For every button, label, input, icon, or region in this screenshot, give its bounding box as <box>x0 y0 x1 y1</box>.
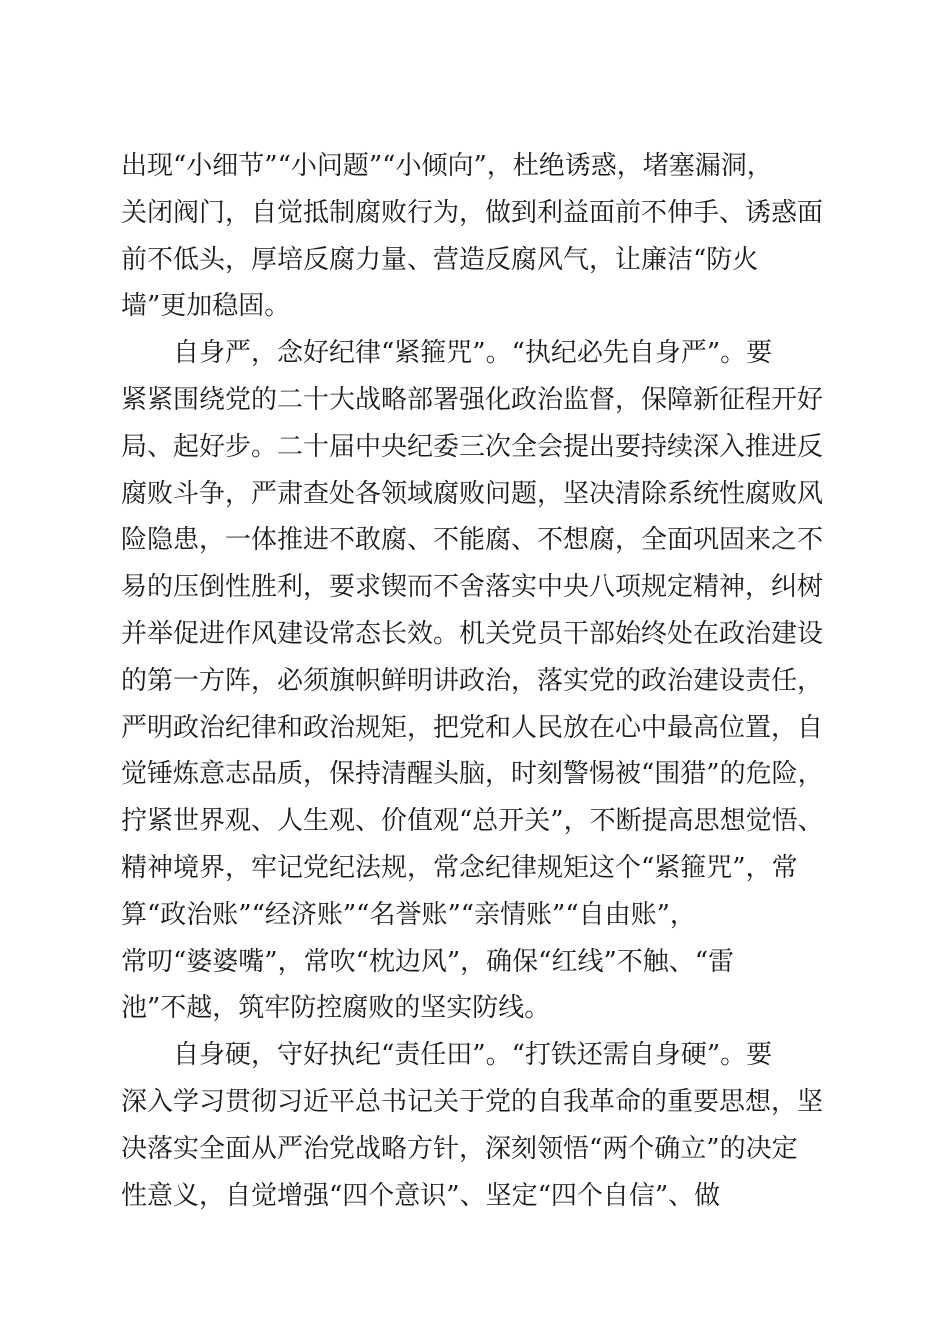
text-line: 深入学习贯彻习近平总书记关于党的自我革命的重要思想，坚 <box>121 1086 824 1117</box>
text-line: 算“政治账”“经济账”“名誉账”“亲情账”“自由账”， <box>121 899 696 930</box>
text-line: 腐败斗争，严肃查处各领域腐败问题，坚决清除系统性腐败风 <box>121 478 824 509</box>
text-line: 拧紧世界观、人生观、价值观“总开关”，不断提高思想觉悟、 <box>121 806 824 837</box>
text-line: 易的压倒性胜利，要求锲而不舍落实中央八项规定精神，纠树 <box>121 572 824 603</box>
text-line: 局、起好步。二十届中央纪委三次全会提出要持续深入推进反 <box>121 431 824 462</box>
text-line: 并举促进作风建设常态长效。机关党员干部始终处在政治建设 <box>121 618 824 649</box>
text-line: 出现“小细节”“小问题”“小倾向”，杜绝诱惑，堵塞漏洞， <box>121 151 773 181</box>
text-line: 的第一方阵，必须旗帜鲜明讲政治，落实党的政治建设责任， <box>121 665 824 696</box>
text-line: 自身严，念好纪律“紧箍咒”。“执纪必先自身严”。要 <box>121 338 773 369</box>
text-line: 池”不越，筑牢防控腐败的坚实防线。 <box>121 993 551 1024</box>
text-line: 险隐患，一体推进不敢腐、不能腐、不想腐，全面巩固来之不 <box>121 525 824 556</box>
text-line: 墙”更加稳固。 <box>121 291 291 322</box>
text-line: 觉锤炼意志品质，保持清醒头脑，时刻警惕被“围猎”的危险， <box>121 759 824 790</box>
text-line: 紧紧围绕党的二十大战略部署强化政治监督，保障新征程开好 <box>121 384 824 415</box>
text-line: 严明政治纪律和政治规矩，把党和人民放在心中最高位置，自 <box>121 712 824 743</box>
document-body <box>121 143 841 1219</box>
text-line: 精神境界，牢记党纪法规，常念纪律规矩这个“紧箍咒”，常 <box>121 852 798 883</box>
text-line: 关闭阀门，自觉抵制腐败行为，做到利益面前不伸手、诱惑面 <box>121 197 824 228</box>
text-line: 前不低头，厚培反腐力量、营造反腐风气，让廉洁“防火 <box>121 244 759 275</box>
text-line: 常叨“婆婆嘴”，常吹“枕边风”，确保“红线”不触、“雷 <box>121 946 735 977</box>
text-line: 性意义，自觉增强“四个意识”、坚定“四个自信”、做 <box>121 1180 721 1211</box>
text-line: 自身硬，守好执纪“责任田”。“打铁还需自身硬”。要 <box>121 1040 773 1071</box>
text-line: 决落实全面从严治党战略方针，深刻领悟“两个确立”的决定 <box>121 1133 798 1164</box>
